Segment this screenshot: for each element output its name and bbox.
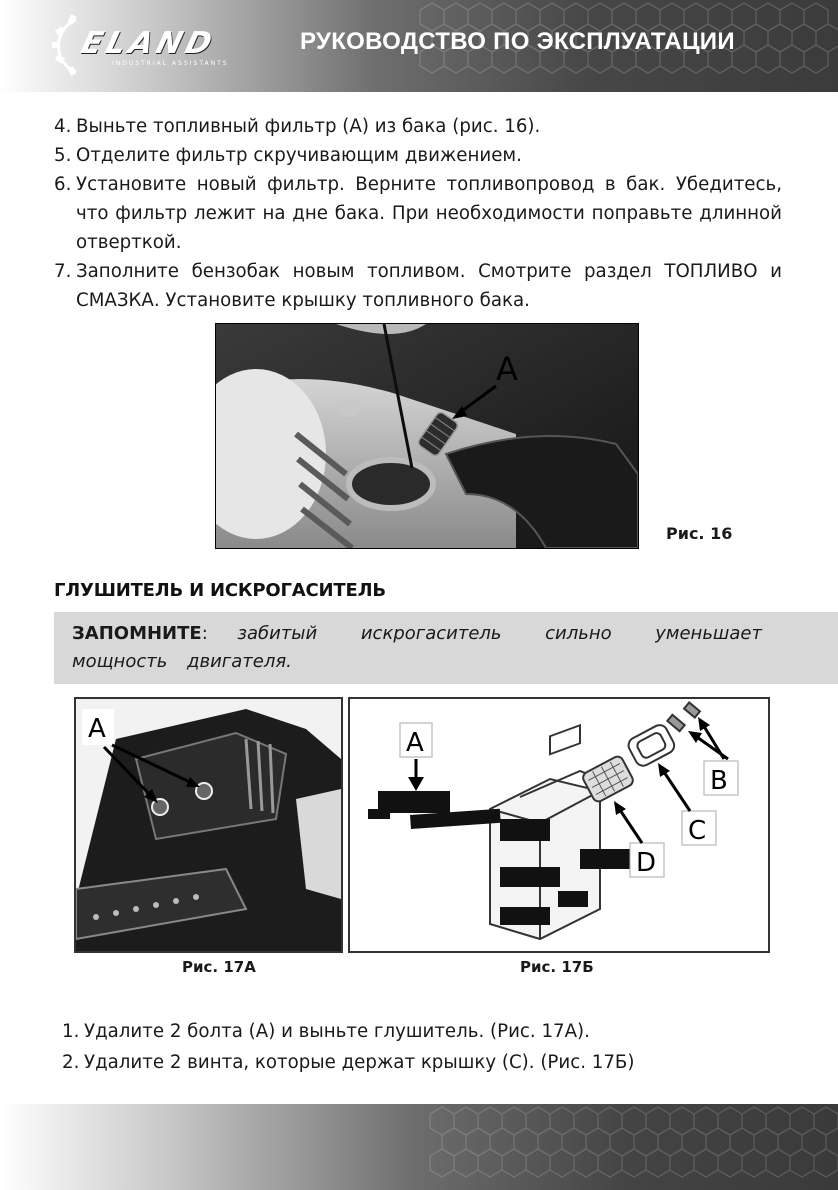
figure-16-caption: Рис. 16 <box>666 524 733 543</box>
step-number: 7. <box>54 261 72 282</box>
instruction-steps-top <box>54 112 782 315</box>
logo-wordmark: ELAND <box>77 26 220 61</box>
eland-logo <box>46 8 266 82</box>
figure-17b-diagram <box>348 697 770 953</box>
page-header <box>0 0 838 92</box>
logo-subtitle: INDUSTRIAL ASSISTANTS <box>112 60 229 67</box>
list-item <box>54 141 782 170</box>
note-text <box>72 620 762 676</box>
fuel-filter-photo <box>216 324 638 548</box>
figure-17b-label-d: D <box>636 848 657 878</box>
list-item <box>54 112 782 141</box>
list-item <box>62 1047 782 1078</box>
step-number: 5. <box>54 145 72 166</box>
muffler-bolts-photo <box>76 699 341 951</box>
note-label: ЗАПОМНИТЕ <box>72 623 202 644</box>
page-title: РУКОВОДСТВО ПО ЭКСПЛУАТАЦИИ <box>300 28 735 55</box>
figure-17a-caption: Рис. 17А <box>182 958 256 976</box>
figure-17a-photo <box>74 697 343 953</box>
step-number: 1. <box>62 1021 80 1042</box>
figure-17b-caption: Рис. 17Б <box>520 958 594 976</box>
figure-17b-label-c: C <box>688 816 707 846</box>
step-text: Удалите 2 винта, которые держат крышку (С). (Рис. 17Б) <box>84 1052 635 1073</box>
figure-17b-label-a: A <box>406 728 424 758</box>
note-colon: : <box>201 623 208 644</box>
step-number: 6. <box>54 174 72 195</box>
figure-17a-label-a: A <box>88 714 106 744</box>
step-number: 4. <box>54 116 72 137</box>
step-number: 2. <box>62 1052 80 1073</box>
section-heading: ГЛУШИТЕЛЬ И ИСКРОГАСИТЕЛЬ <box>54 580 386 601</box>
list-item <box>54 257 782 315</box>
step-text: Заполните бензобак новым топливом. Смотрите раздел ТОПЛИВО и СМАЗКА. Установите крышку топливного бака. <box>76 261 782 311</box>
page-footer <box>0 1104 838 1190</box>
spark-arrester-exploded-diagram <box>350 699 768 951</box>
note-box <box>54 612 838 684</box>
step-text: Выньте топливный фильтр (А) из бака (рис. 16). <box>76 116 541 137</box>
list-item <box>62 1016 782 1047</box>
note-body: забитый искрогаситель сильно уменьшает мощность двигателя. <box>72 623 762 672</box>
list-item <box>54 170 782 257</box>
figure-16-label-a: A <box>496 350 518 388</box>
hex-pattern-decoration <box>0 1104 838 1190</box>
step-text: Удалите 2 болта (А) и выньте глушитель. (Рис. 17А). <box>84 1021 590 1042</box>
step-text: Установите новый фильтр. Верните топливопровод в бак. Убедитесь, что фильтр лежит на дне бака. При необходимости поправьте длинной отверткой. <box>76 174 782 253</box>
step-text: Отделите фильтр скручивающим движением. <box>76 145 522 166</box>
figure-16-photo <box>215 323 639 549</box>
figure-17b-label-b: B <box>710 766 728 796</box>
instruction-steps-bottom <box>62 1016 782 1078</box>
